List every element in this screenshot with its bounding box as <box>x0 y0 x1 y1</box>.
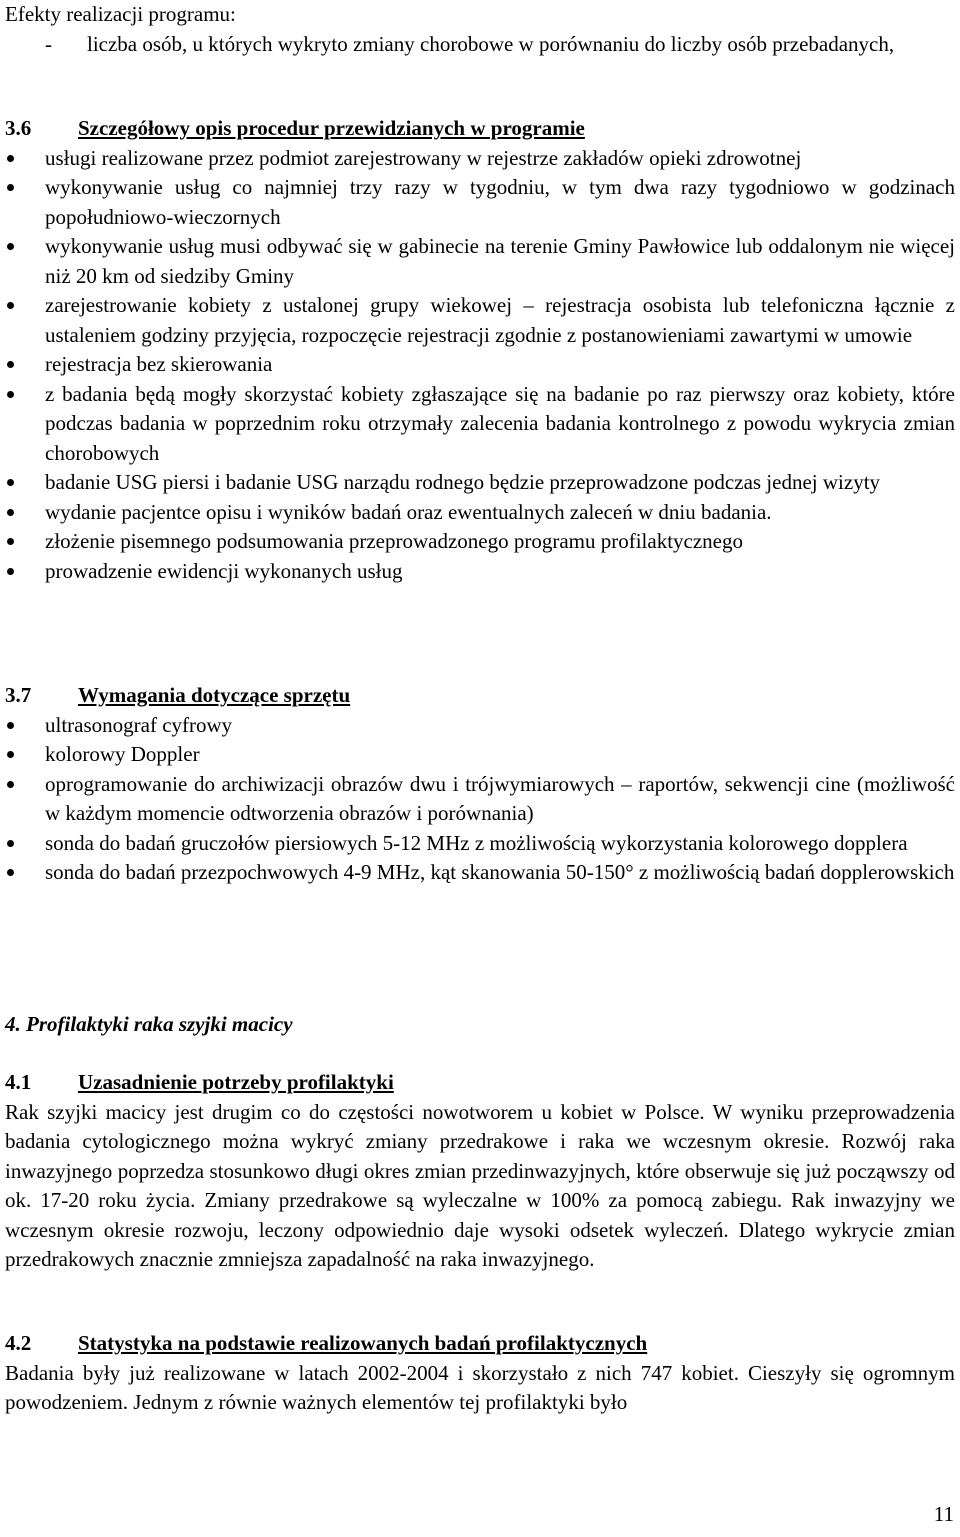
list-item <box>5 232 955 291</box>
section-4-2-heading <box>5 1329 955 1359</box>
dash-marker: - <box>45 31 52 56</box>
bullet-icon <box>7 869 14 876</box>
list-item-text: rejestracja bez skierowania <box>45 352 273 376</box>
bullet-icon <box>7 361 14 368</box>
section-4-2-number: 4.2 <box>5 1331 32 1355</box>
bullet-icon <box>7 840 14 847</box>
list-item <box>5 770 955 829</box>
list-item-text: badanie USG piersi i badanie USG narządu rodnego będzie przeprowadzone podczas jednej wizyty <box>45 470 881 494</box>
bullet-icon <box>7 509 14 516</box>
section-4-title: Profilaktyki raka szyjki macicy <box>26 1012 293 1036</box>
section-3-7-heading <box>5 681 955 711</box>
list-item <box>5 350 955 380</box>
list-item-text: wydanie pacjentce opisu i wyników badań oraz ewentualnych zaleceń w dniu badania. <box>45 499 772 524</box>
list-item <box>5 527 955 557</box>
section-4-number: 4. <box>5 1012 21 1036</box>
section-4-1-text: Rak szyjki macicy jest drugim co do częstości nowotworem u kobiet w Polsce. W wyniku przeprowadzenia badania cytologicznego można wykryć zmiany przedrakowe i raka we wczesnym okresie. Rozwój raka inwazyjnego poprzedza stosunkowo długi okres zmian przedinwazyjnych, które obserwuje się już począwszy od ok. 17-20 roku życia. Zmiany przedrakowe są wyleczalne w 100% za pomocą zabiegu. Rak inwazyjny we wczesnym okresie rozwoju, leczony odpowiednio daje wysoki odsetek wyleczeń. Dlatego wykrycie zmian przedrakowych znacznie zmniejsza zapadalność na raka inwazyjnego. <box>5 1099 955 1271</box>
section-4-1 <box>5 1068 955 1275</box>
bullet-icon <box>7 568 14 575</box>
section-3-6-number: 3.6 <box>5 116 32 140</box>
list-item-text: sonda do badań gruczołów piersiowych 5-12 MHz z możliwością wykorzystania kolorowego dopplera <box>45 830 908 855</box>
bullet-icon <box>7 781 14 788</box>
list-item <box>5 498 955 528</box>
list-item <box>5 468 955 498</box>
list-item-text: usługi realizowane przez podmiot zarejestrowany w rejestrze zakładów opieki zdrowotnej <box>45 145 802 170</box>
list-item-text: oprogramowanie do archiwizacji obrazów dwu i trójwymiarowych – raportów, sekwencji cine (możliwość w każdym momencie odtworzenia obrazów i porównania) <box>45 771 955 825</box>
section-3-6 <box>5 114 955 586</box>
section-4-1-heading <box>5 1068 955 1098</box>
list-item <box>5 173 955 232</box>
list-item-text: kolorowy Doppler <box>45 742 200 766</box>
list-item-text: z badania będą mogły skorzystać kobiety zgłaszające się na badanie po raz pierwszy oraz kobiety, które podczas badania w poprzednim roku otrzymały zalecenia badania kontrolnego z powodu wykrycia zmian chorobowych <box>45 381 955 465</box>
section-3-6-title: Szczegółowy opis procedur przewidzianych w programie <box>78 116 585 140</box>
procedures-list <box>5 144 955 587</box>
page-number: 11 <box>933 1502 954 1526</box>
section-4-heading <box>5 1010 955 1040</box>
section-3-7 <box>5 681 955 888</box>
bullet-icon <box>7 479 14 486</box>
list-item <box>5 711 955 741</box>
bullet-icon <box>7 391 14 398</box>
effects-item <box>5 30 955 60</box>
section-3-7-title: Wymagania dotyczące sprzętu <box>78 683 351 707</box>
list-item <box>5 291 955 350</box>
bullet-icon <box>7 722 14 729</box>
effects-section <box>5 0 955 59</box>
list-item-text: złożenie pisemnego podsumowania przeprowadzonego programu profilaktycznego <box>45 529 744 553</box>
list-item <box>5 858 955 888</box>
list-item <box>5 144 955 174</box>
list-item <box>5 557 955 587</box>
list-item-text: ultrasonograf cyfrowy <box>45 712 233 737</box>
list-item <box>5 740 955 770</box>
effects-item-text: liczba osób, u których wykryto zmiany chorobowe w porównaniu do liczby osób przebadanych, <box>87 31 895 56</box>
list-item <box>5 380 955 469</box>
section-4-1-title: Uzasadnienie potrzeby profilaktyki <box>78 1070 394 1094</box>
effects-title: Efekty realizacji programu: <box>5 2 236 26</box>
section-3-6-heading <box>5 114 955 144</box>
section-3-7-number: 3.7 <box>5 683 32 707</box>
list-item-text: wykonywanie usług musi odbywać się w gabinecie na terenie Gminy Pawłowice lub oddalonym nie więcej niż 20 km od siedziby Gminy <box>45 234 955 288</box>
list-item-text: wykonywanie usług co najmniej trzy razy w tygodniu, w tym dwa razy tygodniowo w godzinach popołudniowo-wieczornych <box>45 175 955 229</box>
bullet-icon <box>7 184 14 191</box>
section-4-2-text: Badania były już realizowane w latach 2002-2004 i skorzystało z nich 747 kobiet. Cieszyły się ogromnym powodzeniem. Jednym z równie ważnych elementów tej profilaktyki było <box>5 1360 955 1414</box>
equipment-list <box>5 711 955 888</box>
bullet-icon <box>7 243 14 250</box>
list-item-text: sonda do badań przezpochwowych 4-9 MHz, kąt skanowania 50-150° z możliwością badań dopplerowskich <box>45 860 955 884</box>
section-4-1-number: 4.1 <box>5 1070 32 1094</box>
list-item-text: zarejestrowanie kobiety z ustalonej grupy wiekowej – rejestracja osobista lub telefoniczna łącznie z ustaleniem godziny przyjęcia, rozpoczęcie rejestracji zgodnie z postanowieniami zawartymi w umowie <box>45 293 955 347</box>
bullet-icon <box>7 538 14 545</box>
bullet-icon <box>7 155 14 162</box>
list-item-text: prowadzenie ewidencji wykonanych usług <box>45 558 403 583</box>
section-4-2 <box>5 1329 955 1418</box>
list-item <box>5 829 955 859</box>
bullet-icon <box>7 302 14 309</box>
bullet-icon <box>7 751 14 758</box>
section-4-2-title: Statystyka na podstawie realizowanych badań profilaktycznych <box>78 1331 648 1355</box>
